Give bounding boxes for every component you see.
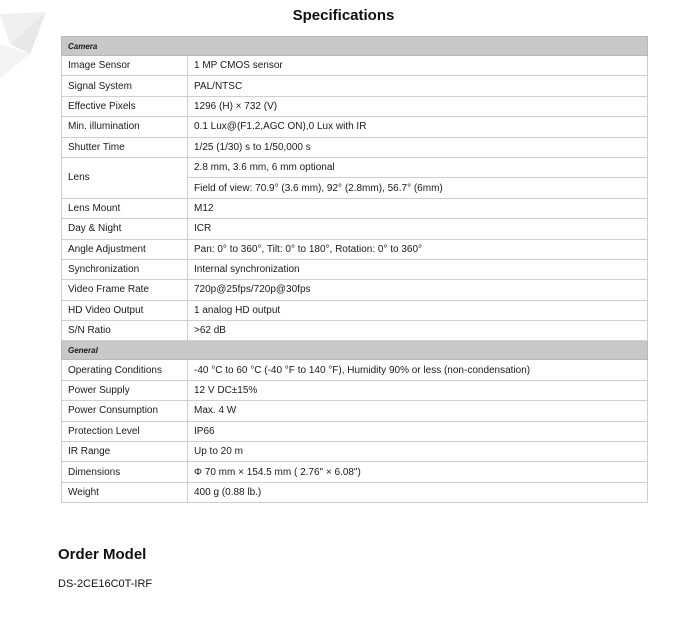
spec-value: Internal synchronization bbox=[188, 259, 648, 279]
table-row bbox=[62, 401, 648, 421]
spec-value: Up to 20 m bbox=[188, 442, 648, 462]
spec-label: Dimensions bbox=[62, 462, 188, 482]
table-row bbox=[62, 360, 648, 380]
page-title: Specifications bbox=[292, 7, 395, 24]
table-row bbox=[62, 157, 648, 177]
table-row bbox=[62, 380, 648, 400]
table-row bbox=[62, 117, 648, 137]
spec-value: IP66 bbox=[188, 421, 648, 441]
spec-value: -40 °C to 60 °C (-40 °F to 140 °F), Humidity 90% or less (non-condensation) bbox=[188, 360, 648, 380]
spec-value: 0.1 Lux@(F1.2,AGC ON),0 Lux with IR bbox=[188, 117, 648, 137]
spec-value: PAL/NTSC bbox=[188, 76, 648, 96]
section-title: Camera bbox=[62, 37, 648, 56]
spec-value: Φ 70 mm × 154.5 mm ( 2.76" × 6.08") bbox=[188, 462, 648, 482]
spec-label: HD Video Output bbox=[62, 300, 188, 320]
table-row bbox=[62, 462, 648, 482]
spec-label: Min. illumination bbox=[62, 117, 188, 137]
table-row bbox=[62, 321, 648, 341]
spec-label: Power Consumption bbox=[62, 401, 188, 421]
spec-label: Day & Night bbox=[62, 219, 188, 239]
spec-label: Lens Mount bbox=[62, 198, 188, 218]
spec-value: 12 V DC±15% bbox=[188, 380, 648, 400]
spec-value: Field of view: 70.9° (3.6 mm), 92° (2.8mm), 56.7° (6mm) bbox=[188, 178, 648, 198]
spec-label: S/N Ratio bbox=[62, 321, 188, 341]
spec-label: Weight bbox=[62, 482, 188, 502]
spec-label: Angle Adjustment bbox=[62, 239, 188, 259]
table-row bbox=[62, 239, 648, 259]
spec-value: 2.8 mm, 3.6 mm, 6 mm optional bbox=[188, 157, 648, 177]
spec-value: 400 g (0.88 lb.) bbox=[188, 482, 648, 502]
spec-value: 1 analog HD output bbox=[188, 300, 648, 320]
table-row bbox=[62, 76, 648, 96]
spec-value: 1296 (H) × 732 (V) bbox=[188, 96, 648, 116]
section-header bbox=[62, 37, 648, 56]
spec-label: Video Frame Rate bbox=[62, 280, 188, 300]
spec-value: 720p@25fps/720p@30fps bbox=[188, 280, 648, 300]
spec-value: Max. 4 W bbox=[188, 401, 648, 421]
spec-value: ICR bbox=[188, 219, 648, 239]
table-row bbox=[62, 421, 648, 441]
section-title: General bbox=[62, 341, 648, 360]
table-row bbox=[62, 482, 648, 502]
spec-value: >62 dB bbox=[188, 321, 648, 341]
spec-value: 1 MP CMOS sensor bbox=[188, 56, 648, 76]
table-row bbox=[62, 198, 648, 218]
spec-label: Shutter Time bbox=[62, 137, 188, 157]
spec-label: Operating Conditions bbox=[62, 360, 188, 380]
section-header bbox=[62, 341, 648, 360]
spec-value: 1/25 (1/30) s to 1/50,000 s bbox=[188, 137, 648, 157]
table-row bbox=[62, 56, 648, 76]
table-row bbox=[62, 259, 648, 279]
table-row bbox=[62, 96, 648, 116]
specifications-table bbox=[61, 36, 648, 503]
spec-label: Lens bbox=[62, 157, 188, 198]
spec-label: Power Supply bbox=[62, 380, 188, 400]
spec-label: Effective Pixels bbox=[62, 96, 188, 116]
table-row bbox=[62, 280, 648, 300]
table-row bbox=[62, 219, 648, 239]
order-model-heading: Order Model bbox=[58, 546, 147, 563]
spec-value: M12 bbox=[188, 198, 648, 218]
spec-label: IR Range bbox=[62, 442, 188, 462]
table-row bbox=[62, 137, 648, 157]
table-row bbox=[62, 442, 648, 462]
spec-label: Synchronization bbox=[62, 259, 188, 279]
order-model-value: DS-2CE16C0T-IRF bbox=[58, 578, 153, 590]
table-row bbox=[62, 300, 648, 320]
spec-label: Signal System bbox=[62, 76, 188, 96]
spec-label: Protection Level bbox=[62, 421, 188, 441]
spec-label: Image Sensor bbox=[62, 56, 188, 76]
spec-value: Pan: 0° to 360°, Tilt: 0° to 180°, Rotation: 0° to 360° bbox=[188, 239, 648, 259]
